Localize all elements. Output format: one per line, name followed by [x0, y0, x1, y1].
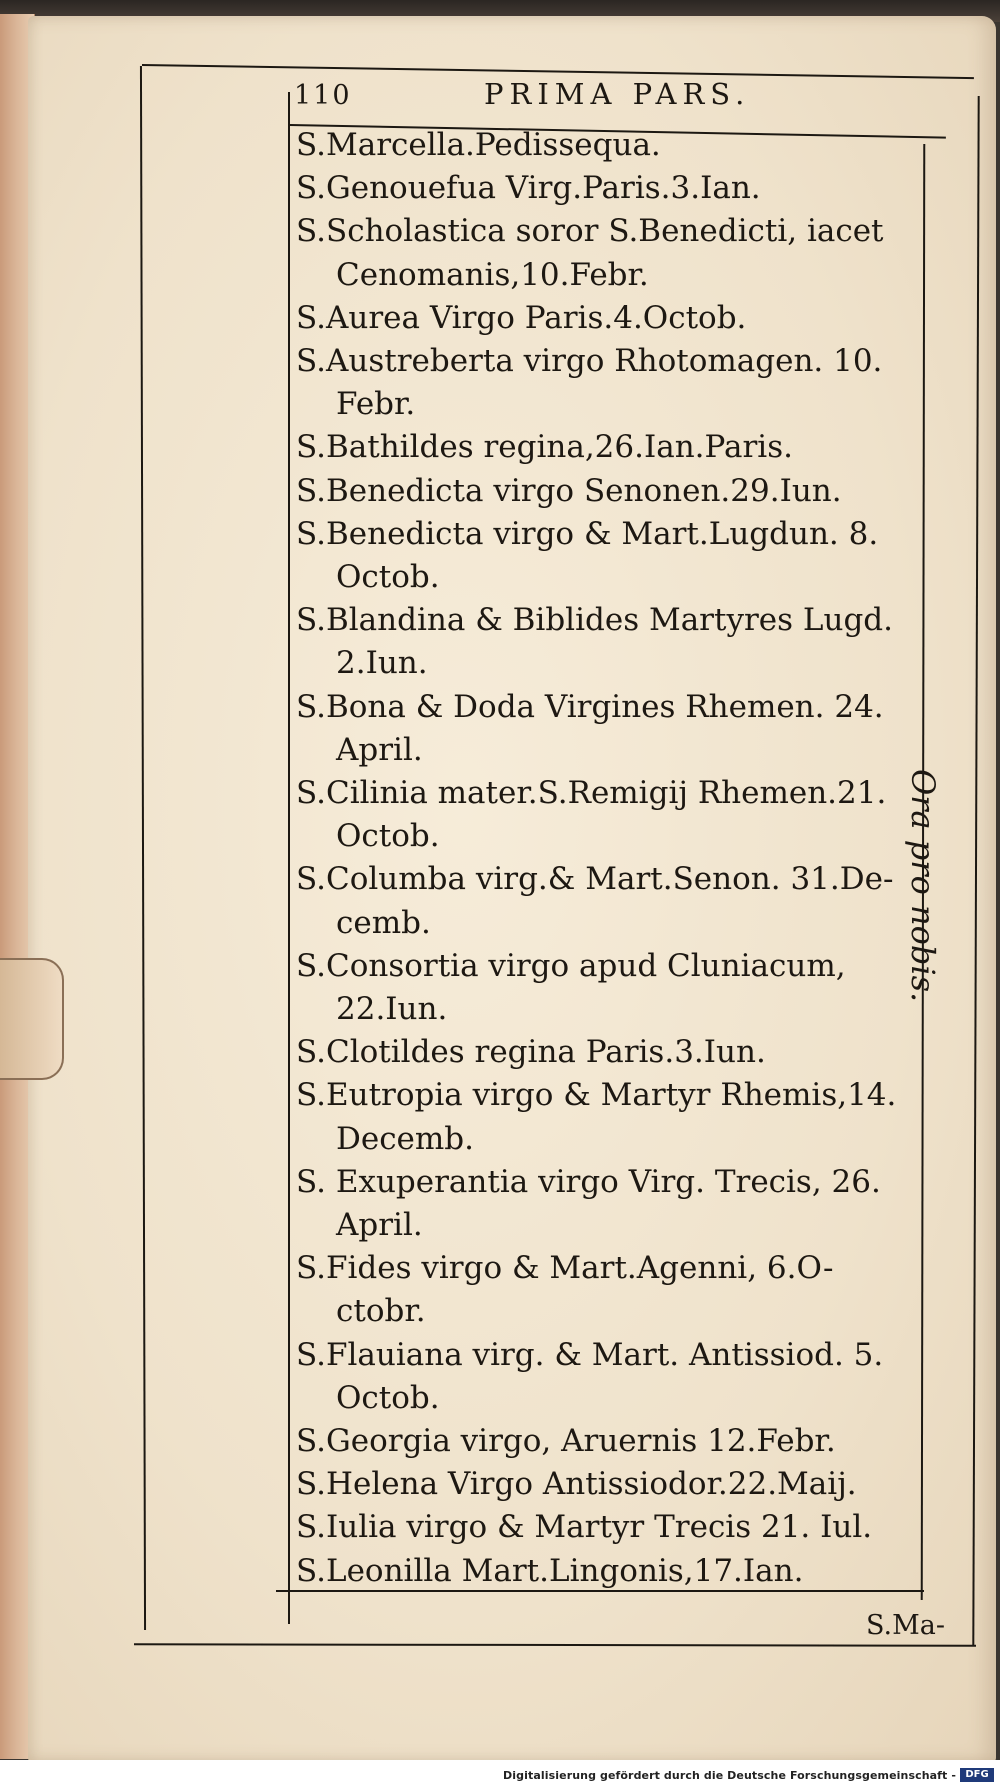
digitization-credit: Digitalisierung gefördert durch die Deutsche Forschungsgemeinschaft -: [503, 1769, 956, 1782]
catchword: S.Ma-: [866, 1610, 945, 1641]
entry-line: S.Columba virg.& Mart.Senon. 31.De-: [296, 861, 894, 897]
entry-continuation-line: April.: [336, 1207, 423, 1243]
entry-line: S.Consortia virgo apud Cluniacum,: [296, 948, 846, 984]
entry-line: S.Fides virgo & Mart.Agenni, 6.O-: [296, 1250, 834, 1286]
entry-line: S.Helena Virgo Antissiodor.22.Maij.: [296, 1466, 857, 1502]
page-number: 110: [294, 80, 352, 111]
entry-continuation-line: Octob.: [336, 559, 440, 595]
entry-line: S.Eutropia virgo & Martyr Rhemis,14.: [296, 1077, 897, 1113]
entry-line: S.Genouefua Virg.Paris.3.Ian.: [296, 170, 761, 206]
entry-line: S.Bona & Doda Virgines Rhemen. 24.: [296, 689, 884, 725]
text-column-bottom-rule: [276, 1590, 924, 1592]
entry-line: S.Flauiana virg. & Mart. Antissiod. 5.: [296, 1337, 884, 1373]
text-column-left-rule: [288, 92, 290, 1624]
entry-line: S.Iulia virgo & Martyr Trecis 21. Iul.: [296, 1509, 873, 1545]
entry-continuation-line: 22.Iun.: [336, 991, 448, 1027]
entry-line: S.Scholastica soror S.Benedicti, iacet: [296, 213, 884, 249]
entry-line: S.Aurea Virgo Paris.4.Octob.: [296, 300, 747, 336]
entry-line: S.Benedicta virgo Senonen.29.Iun.: [296, 473, 842, 509]
entry-line: S.Benedicta virgo & Mart.Lugdun. 8.: [296, 516, 879, 552]
running-head: PRIMA PARS.: [484, 77, 751, 111]
entry-continuation-line: cemb.: [336, 905, 431, 941]
entry-line: S.Leonilla Mart.Lingonis,17.Ian.: [296, 1553, 804, 1589]
entry-line: S.Blandina & Biblides Martyres Lugd.: [296, 602, 893, 638]
entry-continuation-line: 2.Iun.: [336, 645, 428, 681]
entry-continuation-line: Cenomanis,10.Febr.: [336, 257, 649, 293]
entry-continuation-line: Febr.: [336, 386, 416, 422]
entry-line: S.Austreberta virgo Rhotomagen. 10.: [296, 343, 883, 379]
dfg-logo: DFG: [960, 1768, 994, 1782]
entry-continuation-line: ctobr.: [336, 1293, 426, 1329]
entry-line: S. Exuperantia virgo Virg. Trecis, 26.: [296, 1164, 881, 1200]
entry-line: S.Marcella.Pedissequa.: [296, 127, 661, 163]
entry-line: S.Clotildes regina Paris.3.Iun.: [296, 1034, 766, 1070]
entry-line: S.Georgia virgo, Aruernis 12.Febr.: [296, 1423, 836, 1459]
page-tab: [0, 958, 64, 1080]
entry-continuation-line: Octob.: [336, 818, 440, 854]
entry-line: S.Bathildes regina,26.Ian.Paris.: [296, 429, 793, 465]
entry-continuation-line: Octob.: [336, 1380, 440, 1416]
entry-continuation-line: April.: [336, 732, 423, 768]
entry-continuation-line: Decemb.: [336, 1121, 475, 1157]
entry-line: S.Cilinia mater.S.Remigij Rhemen.21.: [296, 775, 887, 811]
margin-note: Ora pro nobis.: [904, 769, 942, 1003]
